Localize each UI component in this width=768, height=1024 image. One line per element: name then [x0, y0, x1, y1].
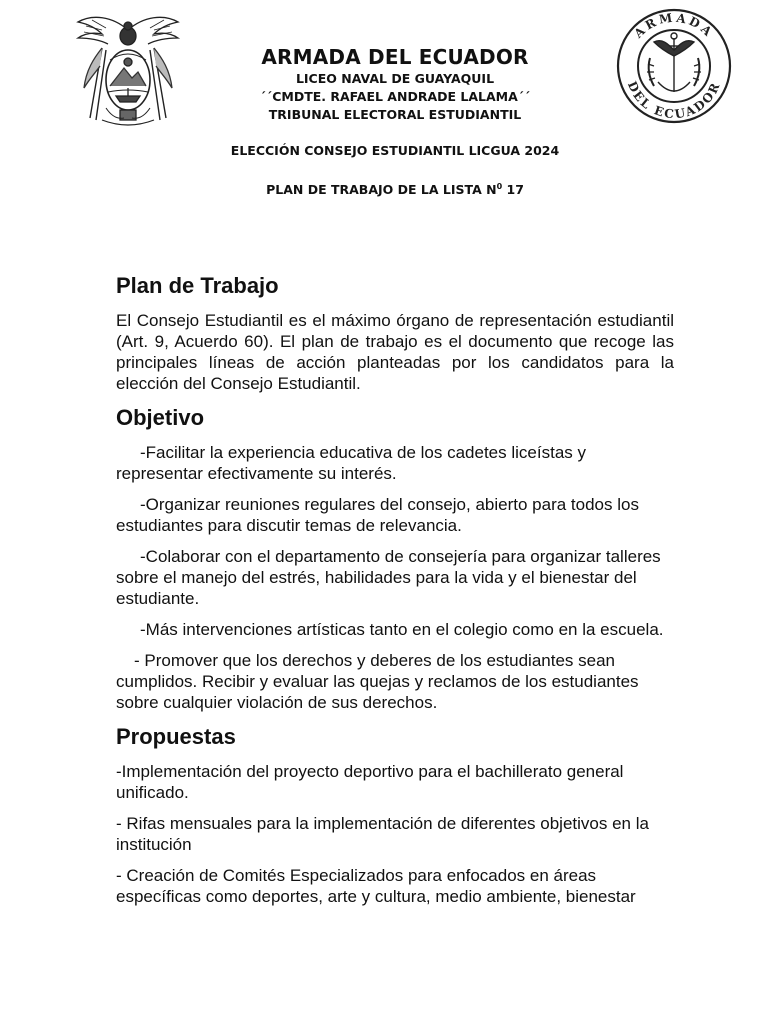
school-name: LICEO NAVAL DE GUAYAQUIL: [295, 71, 495, 86]
objetivo-item: -Más intervenciones artísticas tanto en el colegio como en la escuela.: [140, 620, 664, 639]
plan-heading: Plan de Trabajo: [116, 273, 279, 298]
seal-bottom-text: DEL ECUADOR: [624, 79, 724, 122]
plan-paragraph: El Consejo Estudiantil es el máximo órgano de representación estudiantil (Art. 9, Acuerdo 60). El plan de trabajo es el documento que recoge las principales líneas de acción planteadas por los candidatos para la elección del Consejo Estudiantil.: [116, 311, 674, 393]
institution-title: ARMADA DEL ECUADOR: [261, 45, 529, 69]
objetivo-item: - Promover que los derechos y deberes de los estudiantes sean cumplidos. Recibir y evaluar las quejas y reclamos de los estudiantes sobre cualquier violación de sus derechos.: [116, 651, 639, 712]
propuesta-item: -Implementación del proyecto deportivo para el bachillerato general unificado.: [116, 762, 624, 802]
document-body: [116, 272, 674, 917]
list-plan-title: PLAN DE TRABAJO DE LA LISTA $N^0$ 17: [266, 182, 524, 198]
seal-top-text: ARMADA: [631, 10, 717, 41]
anchor-icon: [647, 33, 701, 92]
navy-seal: [610, 8, 738, 124]
ecuador-coat-of-arms: [72, 8, 184, 132]
document-header: [190, 44, 600, 199]
election-title: ELECCIÓN CONSEJO ESTUDIANTIL LICGUA 2024: [230, 143, 560, 158]
commander-name: ´´CMDTE. RAFAEL ANDRADE LALAMA´´: [259, 89, 531, 104]
propuesta-item: - Creación de Comités Especializados para enfocados en áreas específicas como deportes, arte y cultura, medio ambiente, bienestar: [116, 866, 636, 906]
objetivo-item: -Facilitar la experiencia educativa de los cadetes liceístas y representar efectivamente su interés.: [116, 443, 586, 483]
objetivo-item: -Organizar reuniones regulares del consejo, abierto para todos los estudiantes para discutir temas de relevancia.: [116, 495, 639, 535]
objetivo-item: -Colaborar con el departamento de consejería para organizar talleres sobre el manejo del estrés, habilidades para la vida y el bienestar del estudiante.: [116, 547, 661, 608]
propuesta-item: - Rifas mensuales para la implementación de diferentes objetivos en la institución: [116, 814, 649, 854]
tribunal-name: TRIBUNAL ELECTORAL ESTUDIANTIL: [268, 107, 522, 122]
propuestas-heading: Propuestas: [116, 724, 236, 749]
objetivo-heading: Objetivo: [116, 405, 205, 430]
